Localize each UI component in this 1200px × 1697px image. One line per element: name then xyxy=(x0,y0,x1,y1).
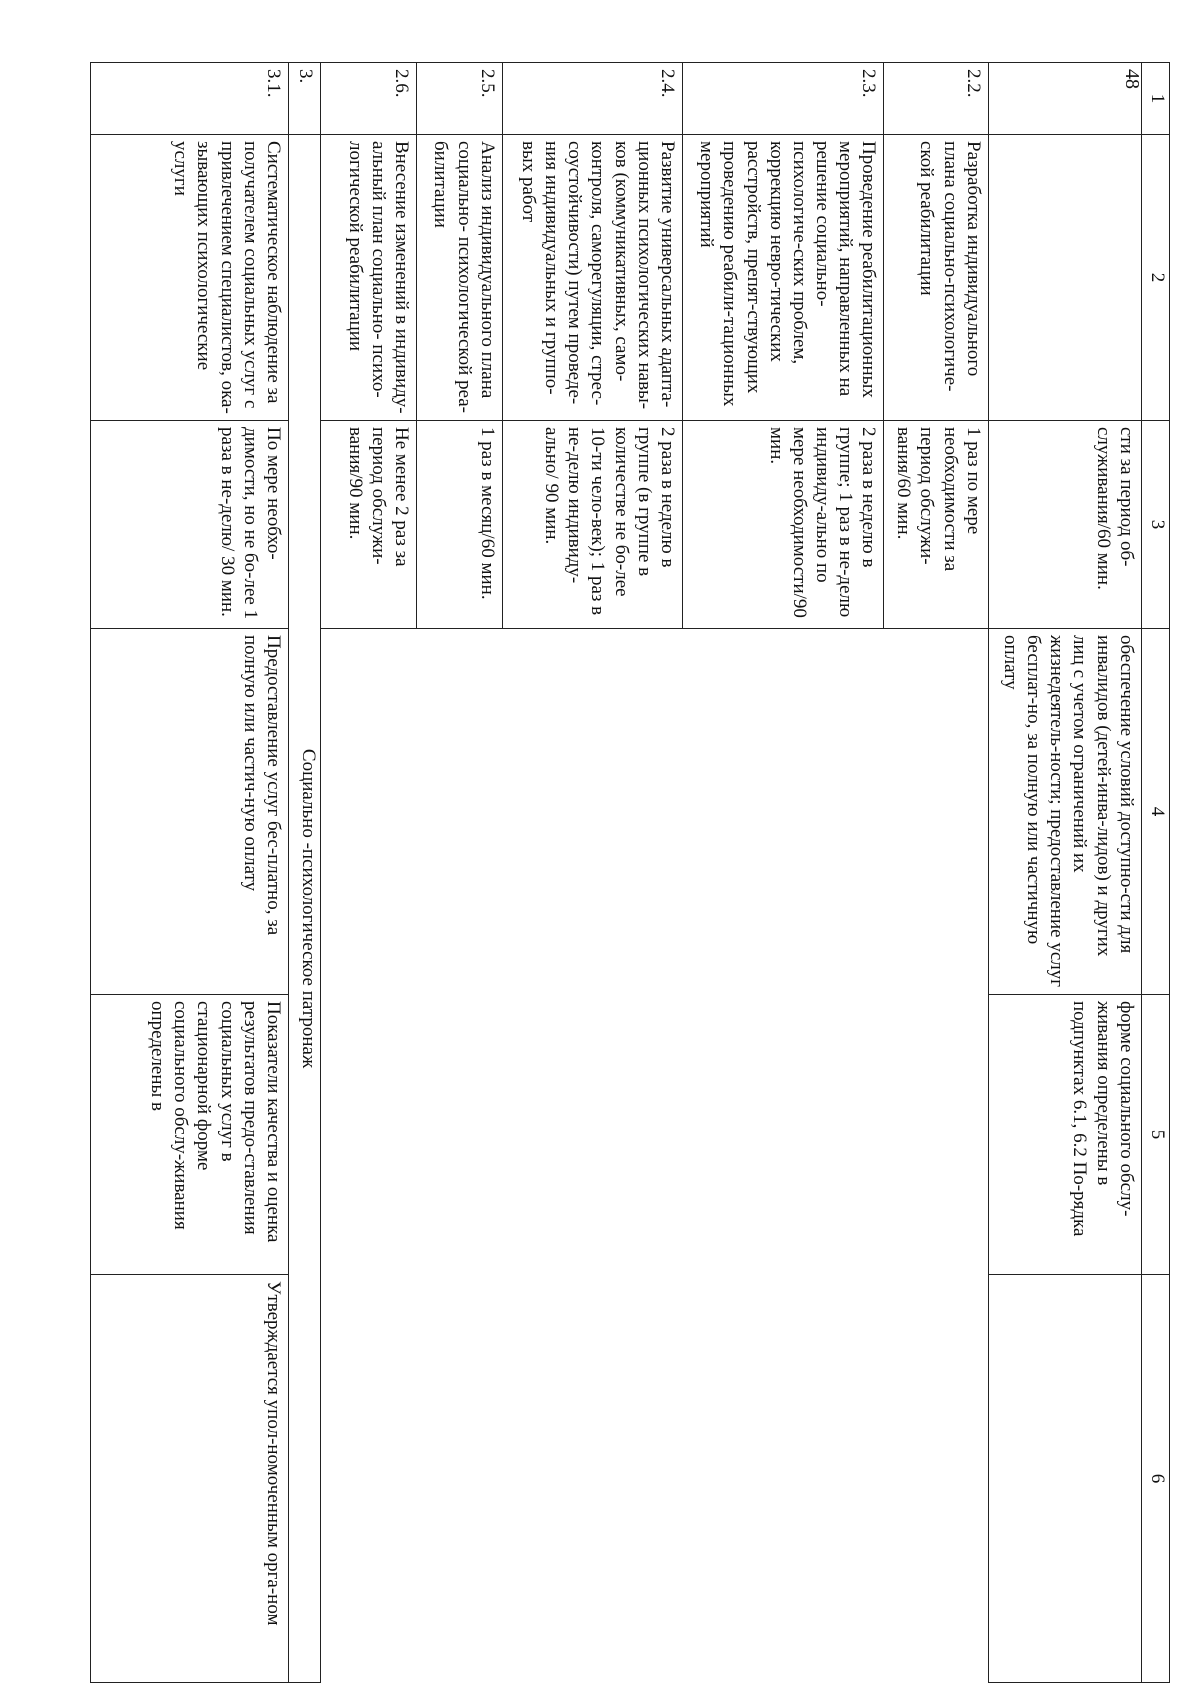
cell-number: 2.6. xyxy=(320,63,416,135)
table-row xyxy=(91,63,289,1683)
header-col-1: 1 xyxy=(1141,63,1169,135)
cell-service-name xyxy=(988,135,1141,421)
cell-service-name: Внесение изменений в индивиду-альный план социально- психо-логической реабилитации xyxy=(320,135,416,421)
cell-number: 3.1. xyxy=(91,63,289,135)
cell-frequency: Не менее 2 раз за период обслужи-вания/90 мин. xyxy=(320,421,416,629)
header-col-5: 5 xyxy=(1141,995,1169,1275)
table-row xyxy=(988,63,1141,1683)
cell-quality: форме социального обслу-живания определены в подпунктах 6.1, 6.2 По-рядка xyxy=(988,995,1141,1275)
cell-number: 2.5. xyxy=(416,63,502,135)
cell-service-name: Проведение реабилитационных мероприятий, направленных на решение социально-психологиче-ских проблем, коррекцию невро-тических расстройств, препят-ствующих проведению реабили-тационных мероприятий xyxy=(682,135,883,421)
cell-frequency: 2 раза в неделю в группе (в группе в количестве не бо-лее 10-ти чело-век); 1 раз в не-делю индивиду-ально/ 90 мин. xyxy=(502,421,682,629)
rotated-table-area xyxy=(90,62,1170,1682)
cell-number: 2.2. xyxy=(884,63,988,135)
cell-frequency: 1 раз по мере необходимости за период обслужи-вания/60 мин. xyxy=(884,421,988,629)
cell-service-name: Развитие универсальных адапта-ционных психологических навы-ков (коммуникативных, само-контроля, саморегуляции, стрес-соустойчивости) путем проведе-ния индивидуальных и группо-вых работ xyxy=(502,135,682,421)
table-row xyxy=(320,63,416,1683)
services-table xyxy=(90,62,1170,1683)
table-row xyxy=(884,63,988,1683)
header-col-6: 6 xyxy=(1141,1275,1169,1683)
cell-frequency: 2 раза в неделю в группе; 1 раз в не-делю индивиду-ально по мере необходимости/90 мин. xyxy=(682,421,883,629)
table-wrapper xyxy=(90,62,1170,1682)
table-row xyxy=(682,63,883,1683)
cell-frequency: По мере необхо-димости, но не бо-лее 1 раза в не-делю/ 30 мин. xyxy=(91,421,289,629)
cell-frequency: 1 раз в месяц/60 мин. xyxy=(416,421,502,629)
header-col-3: 3 xyxy=(1141,421,1169,629)
cell-conditions: Предоставление услуг бес-платно, за полную или частич-ную оплату xyxy=(91,629,289,995)
page-number: 48 xyxy=(1121,69,1143,89)
cell-quality: Показатели качества и оценка результатов предо-ставления социальных услуг в стационарной форме социального обслу-живания определены в xyxy=(91,995,289,1275)
cell-frequency: сти за период об-служивания/60 мин. xyxy=(988,421,1141,629)
cell-service-name: Анализ индивидуального плана социально- психологической реа-билитации xyxy=(416,135,502,421)
section-title: Социально -психологическое патронаж xyxy=(289,135,321,1683)
header-row xyxy=(1141,63,1169,1683)
section-row xyxy=(289,63,321,1683)
cell-service-name: Разработка индивидуального плана социально-психологиче-ской реабилитации xyxy=(884,135,988,421)
section-number: 3. xyxy=(289,63,321,135)
cell-service-name: Систематическое наблюдение за получателем социальных услуг с привлечением специалистов, ока-зывающих психологические услуги xyxy=(91,135,289,421)
cell-evaluation xyxy=(988,1275,1141,1683)
cell-conditions: обеспечение условий доступно-сти для инвалидов (детей-инва-лидов) и других лиц с учетом ограничений их жизнедеятель-ности; предоставление услуг бесплат-но, за полную или частичную оплату xyxy=(988,629,1141,995)
header-col-4: 4 xyxy=(1141,629,1169,995)
cell-number xyxy=(988,63,1141,135)
table-row xyxy=(416,63,502,1683)
table-row xyxy=(502,63,682,1683)
cell-number: 2.3. xyxy=(682,63,883,135)
header-col-2: 2 xyxy=(1141,135,1169,421)
cell-evaluation: Утверждается упол-номоченным орга-ном xyxy=(91,1275,289,1683)
cell-number: 2.4. xyxy=(502,63,682,135)
